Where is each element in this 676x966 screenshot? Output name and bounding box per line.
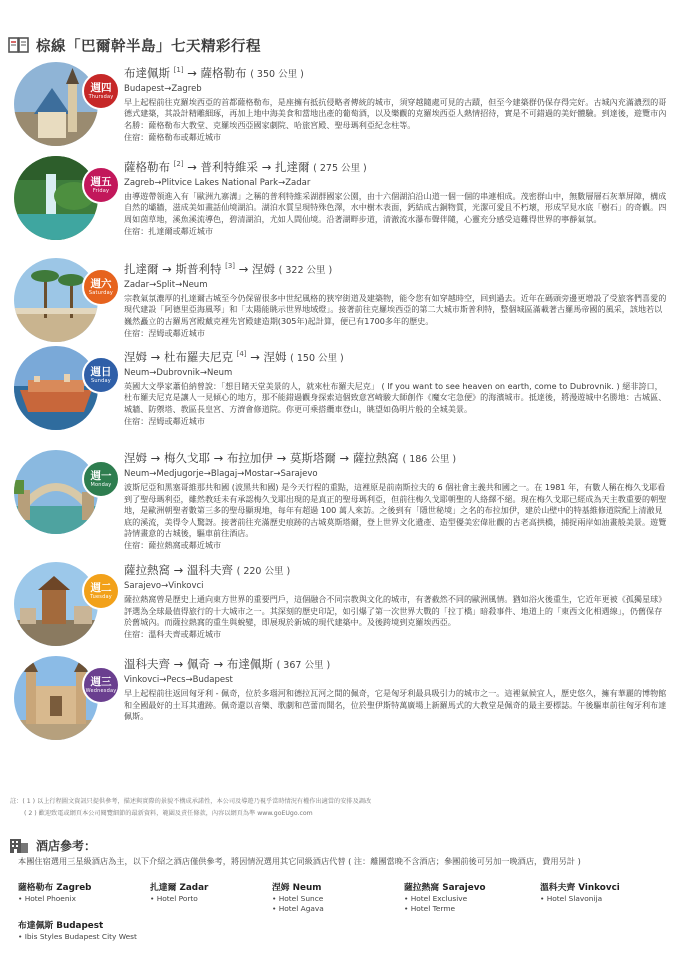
hotel-building-icon xyxy=(8,836,30,854)
day-description: 早上起程前往克羅埃西亞的首都薩格勒布，是座擁有抵抗侵略者傳統的城市，須穿越隨處可見的古蹟，但至今建築群仍保存得完好。古城內充滿濃烈的哥德式建築，其設計精雕細琢，再加上地中海美食和當地出產的葡萄酒，以及樂觀的克羅埃西亞人熱情招待，實是不可錯過的美好體驗。到達後，遊覽市內名勝：薩格勒布大教堂、克羅埃西亞國家劇院、哈旅宮殿、聖母瑪利亞紀念柱等。 xyxy=(124,96,667,131)
day-description: 宗教氣氛濃厚的扎達爾古城至今仍保留很多中世紀風格的狹窄街道及建築物，能令您有如穿越時空，回到過去。近年在碼頭旁邊更增設了受旅客們喜愛的現代建設「阿德里亞海風琴」和「太陽能眺示世界地域燈」。接著前往克羅埃西亞的第二大城市斯普利特，整個城區滿載著古羅馬帝國的風采，該地若以巍然矗立的古羅馬宮殿戴克裡先宮殿建造期(305年)起計算，便已有1700多年的歷史。 xyxy=(124,292,667,327)
stay-info: 住宿：薩拉熱窩或鄰近城市 xyxy=(124,539,222,550)
footnote-2: ( 2 ) 歡迎致電或網頁本公司閱覽細節的最新資料，範圍及責任條款，內容以網頁為準 www.goEUgo.com xyxy=(24,810,313,817)
day-photo xyxy=(14,346,98,430)
day-photo xyxy=(14,450,98,534)
hotel-budapest: 布達佩斯 Budapest • Ibis Styles Budapest City West xyxy=(18,921,137,941)
stay-info: 住宿：扎達爾或鄰近城市 xyxy=(124,225,214,236)
footnote-1: 註：( 1 ) 以上行程圖文資訊只提供參考，描述與實際的景貌不構成承諾性，本公司及導遊乃視乎當時情況有權作出適當的安排及調改 xyxy=(10,798,372,805)
hotel-intro: 本團住宿選用三星級酒店為主，以下介紹之酒店僅供參考，將因情況選用其它同級酒店代替 ( 注：離團當晚不含酒店；參團前後可另加一晚酒店，費用另計 ) xyxy=(18,856,581,866)
day-description: 薩拉熱窩曾是歷史上通向東方世界的重要門戶，這個融合不同宗教與文化的城市，有著截然不同的歐洲風情。猶如浴火後重生，它近年更被《孤獨星球》評選為全球最值得旅行的十大城市之一。其深刻的歷史印記，如引爆了第一次世界大戰的「拉丁橋」暗殺事件、地道上的「東西文化相遇線」，仍舊保存於舊城內。而薩拉熱窩的重生與蛻變，即展現於新城的現代建築中。及後跨境到克羅埃西亞。 xyxy=(124,594,667,628)
route-subtitle: Zagreb→Plitvice Lakes National Park→Zadar xyxy=(124,177,311,188)
day-photo xyxy=(14,156,98,240)
day-photo xyxy=(14,656,98,740)
route-subtitle: Neum→Dubrovnik→Neum xyxy=(124,367,233,378)
hotel-sarajevo: 薩拉熱窩 Sarajevo • Hotel Exclusive • Hotel Terme xyxy=(404,883,486,913)
hotel-zadar: 扎達爾 Zadar • Hotel Porto xyxy=(150,883,209,903)
hotel-section-title: 酒店參考： xyxy=(36,838,97,853)
route-subtitle: Sarajevo→Vinkovci xyxy=(124,581,204,591)
route-title: 溫科夫齊 → 佩奇 → 布達佩斯 ( 367 公里 ) xyxy=(124,657,331,671)
route-subtitle: Budapest→Zagreb xyxy=(124,83,202,94)
day-badge: 週六 Saturday xyxy=(82,268,120,306)
route-title: 涅姆 → 杜布羅夫尼克 [4] → 涅姆 ( 150 公里 ) xyxy=(124,349,344,364)
day-badge: 週五 Friday xyxy=(82,166,120,204)
hotel-neum: 涅姆 Neum • Hotel Sunce • Hotel Agava xyxy=(272,883,324,913)
route-title: 薩格勒布 [2] → 普利特維采 → 扎達爾 ( 275 公里 ) xyxy=(124,159,367,174)
day-description: 波斯尼亞和黑塞哥維那共和國 (波黑共和國) 是今天行程的重點，這裡原是前南斯拉夫的 6 個社會主義共和國之一。在 1981 年，有數人稱在梅久戈耶看到了聖母瑪利亞，雖然教廷未有承認梅久戈耶出現的是真正的聖母瑪利亞，但前往梅久戈耶朝聖的人絡繹不絕。現在梅久戈耶已經成為天主教重要的朝聖地，是歐洲朝聖者數第三多的聖母顯現地，每年有超過 100 萬人來訪。之後到有「隱世秘境」之名的布拉加伊，建於山壁中的特基維修道院配上清澈見底的溪流，美得令人驚訝。接著前往充滿歷史痕跡的古城莫斯塔爾，登上世界文化遺產、造型優美宏偉壯觀的古老高拱橋，捕捉兩岸如油畫般美景。遊覽詩情畫意的古城後，驅車前往酒店。 xyxy=(124,482,667,539)
day-description: 英國大文學家蕭伯納曾說：「想目睹天堂美景的人，就來杜布羅夫尼克」 ( If you want to see heaven on earth, come to Dubrovnik. ) 絕非誇口，杜布羅夫尼克是讓人一見傾心的地方，那不能錯過觀身探索這個致意宮崎駿大師創作《魔女宅急便》的海濱城市。抵達後，將漫遊城中名勝地：古城區、城牆、防禦塔、教區長皇宮、方濟會修道院。你更可乘搭纜車登山，眺望如偽明片般的全城美景。 xyxy=(124,380,667,415)
day-badge: 週日 Sunday xyxy=(82,356,120,394)
day-badge: 週一 Monday xyxy=(82,460,120,498)
day-description: 由導遊帶領進入有「歐洲九寨溝」之稱的普利特維采湖群國家公園，由十六個湖泊沿山道一個一個的串連相成。茂密群山中，無數層層石灰華屏障，構成自然的壩牆，滋成美如畫話仙境湖泊。湖泊水質呈現特殊色澤，水中樹木表面，鈣結成古銅物質，光潔可愛且不朽壞，形成罕見水底「樹石」的奇觀。四周如茵草地，溪魚溪流導色，碧清湖泊，尤如人間仙境。沿著湖畔步道，清澈流水瀑布聲伴隨，心靈充分感受這難得世界的寧靜氣氛。 xyxy=(124,190,667,225)
hotel-zagreb: 薩格勒布 Zagreb • Hotel Phoenix xyxy=(18,883,92,903)
stay-info: 住宿：涅姆或鄰近城市 xyxy=(124,415,205,426)
day-photo xyxy=(14,62,98,146)
route-title: 布達佩斯 [1] → 薩格勒布 ( 350 公里 ) xyxy=(124,65,304,80)
day-photo xyxy=(14,562,98,646)
hotel-vinkovci: 溫科夫齊 Vinkovci • Hotel Slavonija xyxy=(540,883,620,903)
route-title: 涅姆 → 梅久戈耶 → 布拉加伊 → 莫斯塔爾 → 薩拉熱窩 ( 186 公里 ) xyxy=(124,451,457,465)
stay-info: 住宿：溫科夫齊或鄰近城市 xyxy=(124,628,222,639)
footnotes xyxy=(10,796,670,820)
day-badge: 週二 Tuesday xyxy=(82,572,120,610)
route-subtitle: Zadar→Split→Neum xyxy=(124,279,208,290)
hotel-section-header xyxy=(8,836,96,854)
stay-info: 住宿：涅姆或鄰近城市 xyxy=(124,327,205,338)
day-photo xyxy=(14,258,98,342)
stay-info: 住宿：薩格勒布或鄰近城市 xyxy=(124,131,222,142)
route-subtitle: Vinkovci→Pecs→Budapest xyxy=(124,675,233,685)
day-badge: 週三 Wednesday xyxy=(82,666,120,704)
page-title: 棕線「巴爾幹半島」七天精彩行程 xyxy=(36,38,261,55)
route-title: 扎達爾 → 斯普利特 [3] → 涅姆 ( 322 公里 ) xyxy=(124,261,333,276)
page-header xyxy=(8,34,261,56)
day-badge: 週四 Thursday xyxy=(82,72,120,110)
day-description: 早上起程前往返回匈牙利 - 佩奇，位於多瑙河和德拉瓦河之間的佩奇，它是匈牙利最具吸引力的城市之一。這裡氣候宜人，歷史悠久，擁有華麗的博物館和全國最好的土耳其遺跡。佩奇還以音樂、歌劇和芭蕾而聞名，位於聖伊斯特萬廣場上新羅馬式的大教堂是佩奇的最主要標誌。午後驅車前往匈牙利布達佩斯。 xyxy=(124,688,667,722)
route-title: 薩拉熱窩 → 溫科夫齊 ( 220 公里 ) xyxy=(124,563,291,577)
route-subtitle: Neum→Medjugorje→Blagaj→Mostar→Sarajevo xyxy=(124,469,318,479)
book-icon xyxy=(8,35,30,55)
